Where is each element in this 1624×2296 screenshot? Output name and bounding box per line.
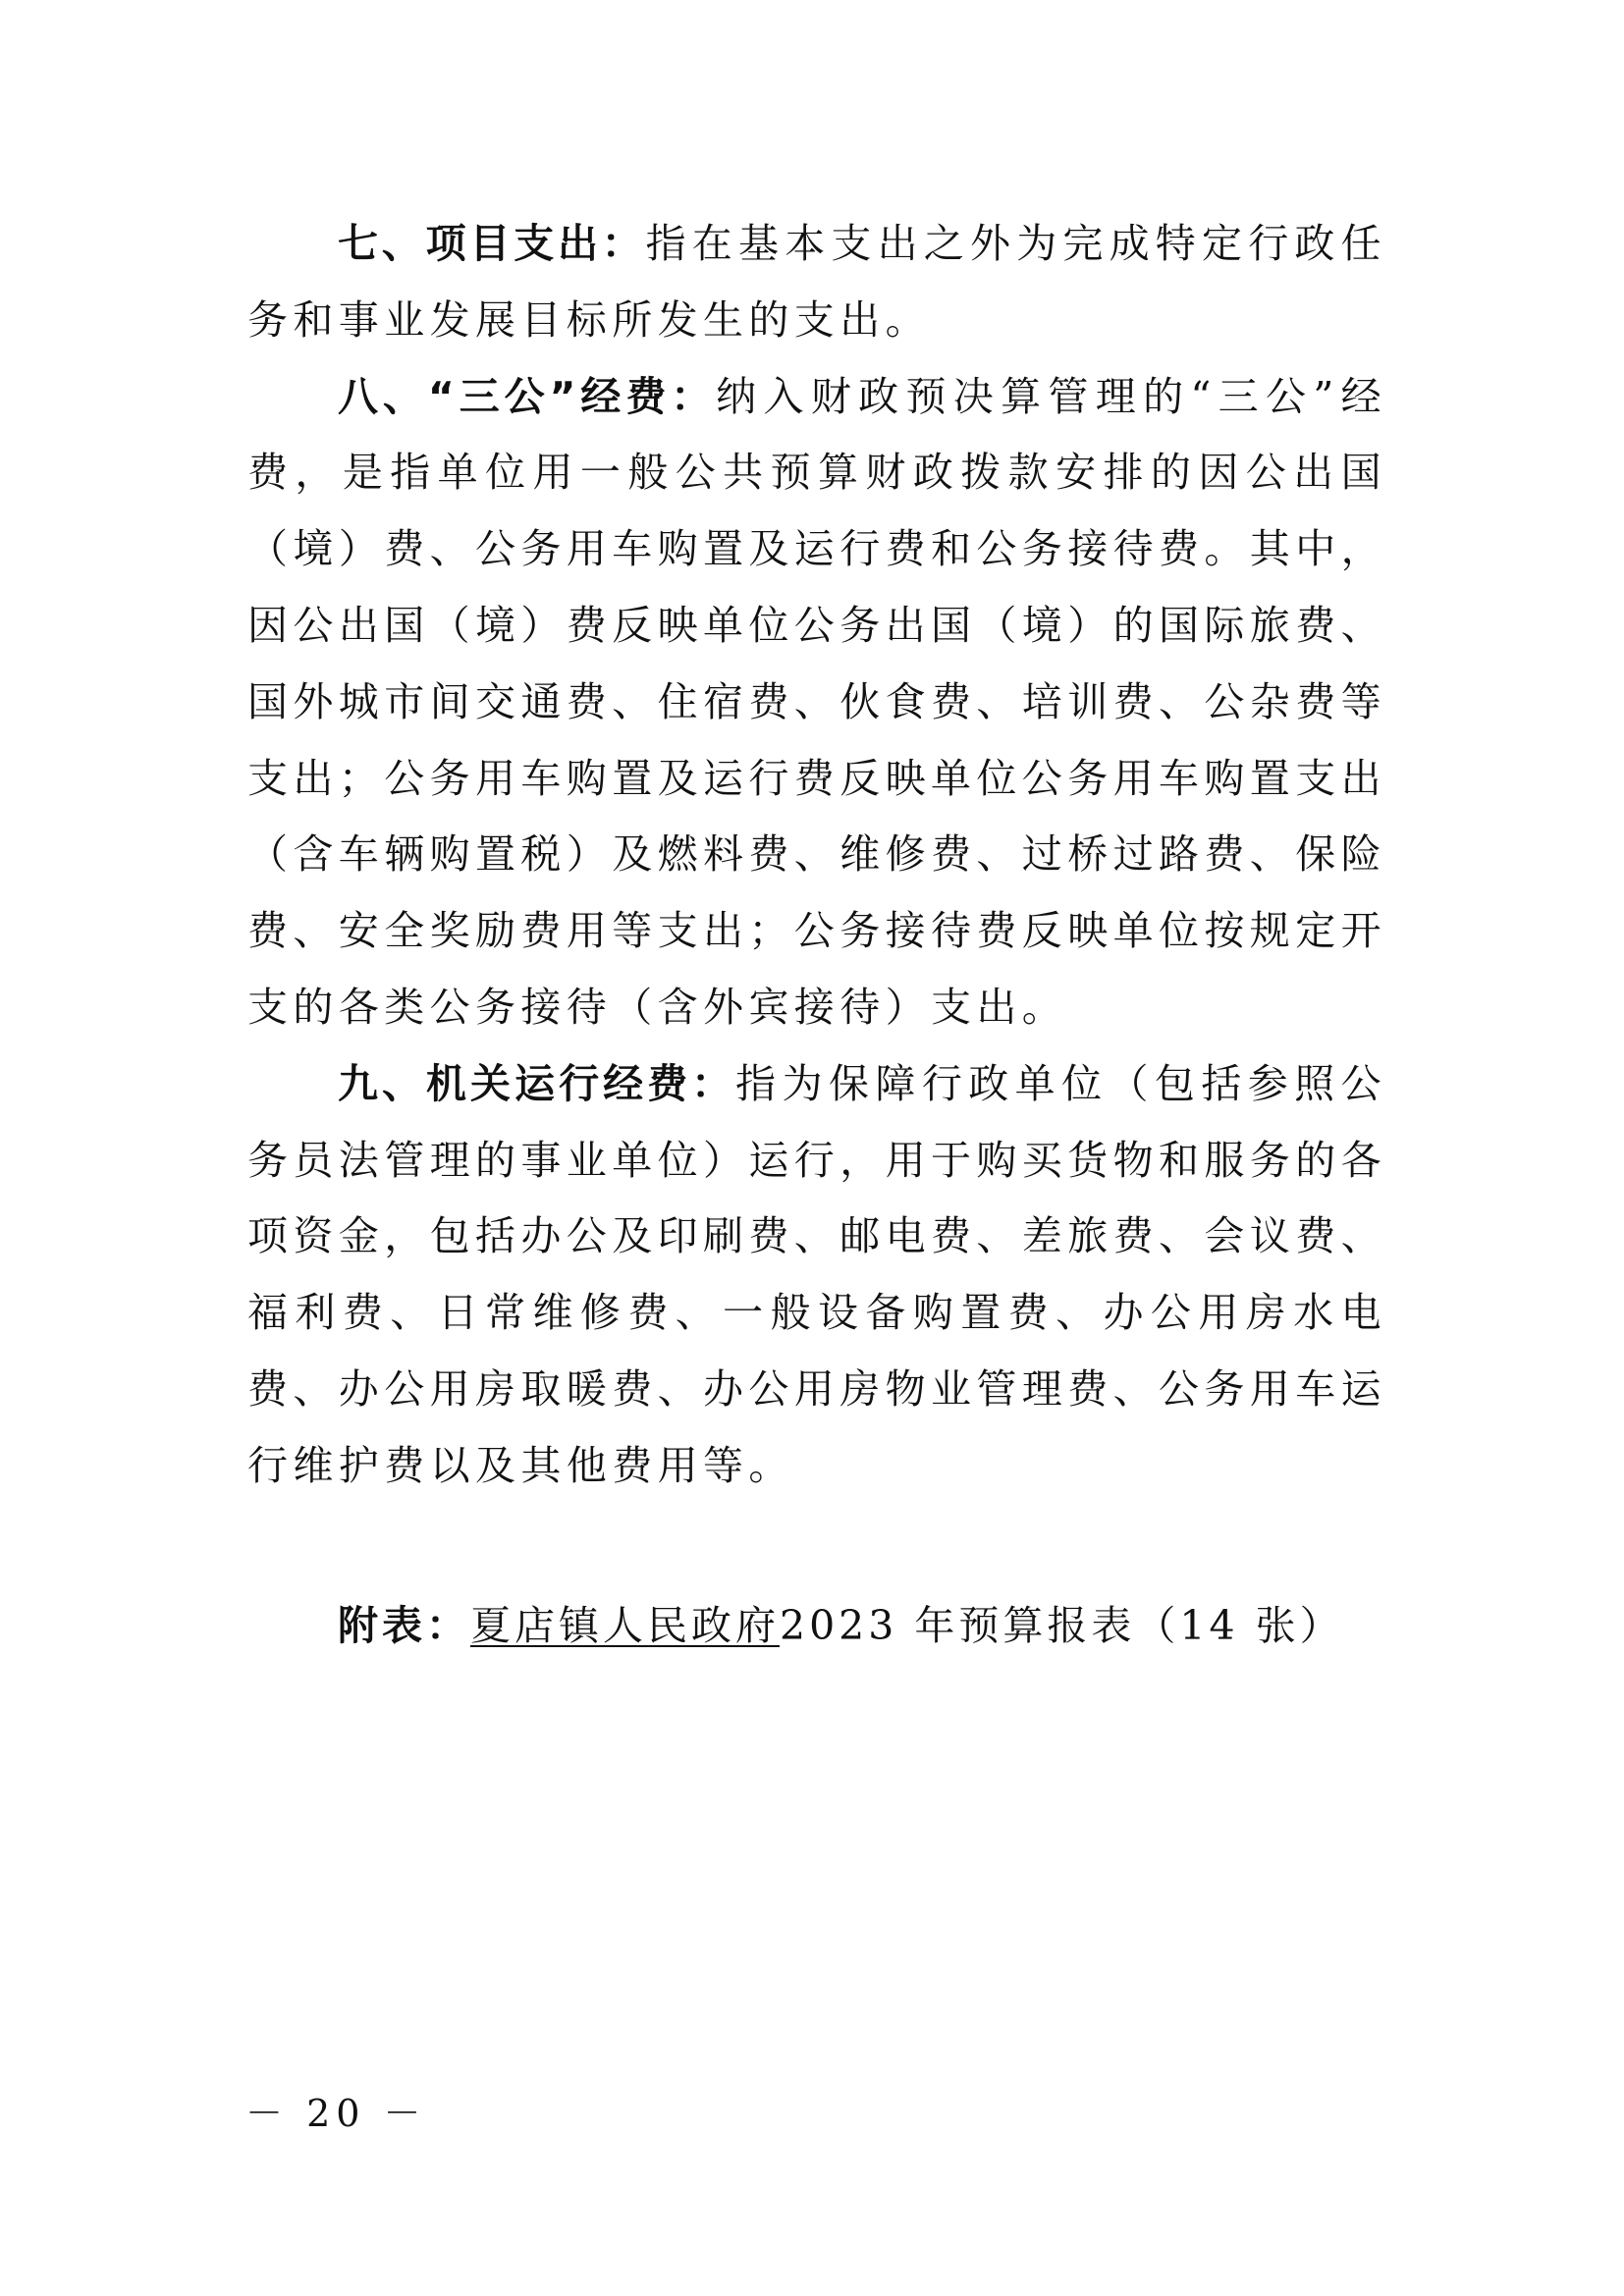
section-heading: 八、“三公”经费： <box>338 372 717 420</box>
appendix-label: 附表： <box>338 1602 470 1649</box>
section-three-public-expenses <box>247 359 1386 1046</box>
page-number: － 20 － <box>245 2092 427 2135</box>
appendix-organization: 夏店镇人民政府 <box>470 1602 780 1649</box>
section-heading: 七、项目支出： <box>338 220 646 267</box>
section-project-expenditure <box>247 206 1386 359</box>
section-body: 纳入财政预决算管理的“三公”经费，是指单位用一般公共预算财政拨款安排的因公出国（境）费、公务用车购置及运行费和公务接待费。其中，因公出国（境）费反映单位公务出国（境）的国际旅费、国外城市间交通费、住宿费、伙食费、培训费、公杂费等支出；公务用车购置及运行费反映单位公务用车购置支出（含车辆购置税）及燃料费、维修费、过桥过路费、保险费、安全奖励费用等支出；公务接待费反映单位按规定开支的各类公务接待（含外宾接待）支出。 <box>247 372 1386 1031</box>
section-heading: 九、机关运行经费： <box>338 1059 736 1107</box>
section-body: 指在基本支出之外为完成特定行政任务和事业发展目标所发生的支出。 <box>247 220 1387 344</box>
section-operating-expenses <box>247 1046 1386 1505</box>
appendix-year: 2023 <box>780 1602 898 1649</box>
main-text <box>247 206 1386 1505</box>
appendix-description: 年预算报表（14 张） <box>914 1602 1344 1649</box>
section-body: 指为保障行政单位（包括参照公务员法管理的事业单位）运行，用于购买货物和服务的各项资金，包括办公及印刷费、邮电费、差旅费、会议费、福利费、日常维修费、一般设备购置费、办公用房水电费、办公用房取暖费、办公用房物业管理费、公务用车运行维护费以及其他费用等。 <box>247 1059 1387 1489</box>
appendix-line <box>338 1588 1379 1665</box>
